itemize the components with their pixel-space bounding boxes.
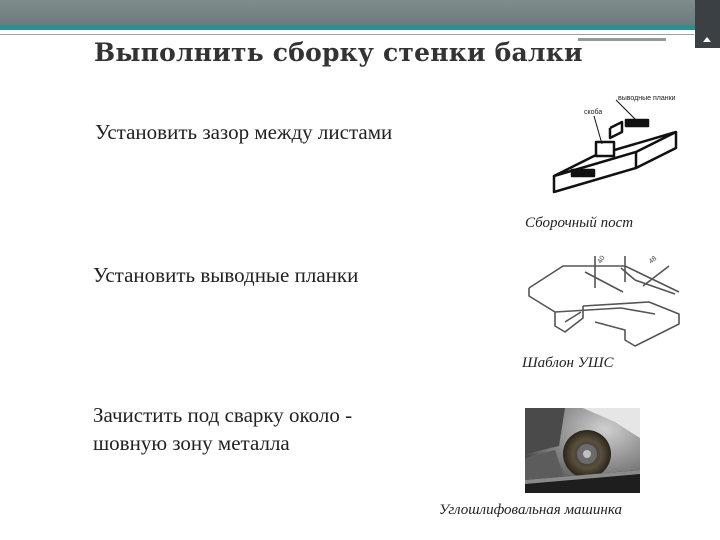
step-3-text-line-2: шовную зону металла bbox=[93, 431, 290, 455]
top-accent-stripe bbox=[0, 25, 720, 30]
header-rule-accent bbox=[578, 38, 666, 41]
header-rule bbox=[0, 34, 694, 35]
figure-2-dim-40: 40 bbox=[596, 254, 607, 265]
corner-triangle-icon bbox=[703, 37, 711, 42]
top-bar bbox=[0, 0, 720, 25]
figure-1-caption: Сборочный пост bbox=[525, 215, 634, 231]
angle-grinder-photo bbox=[525, 408, 640, 493]
figure-3-caption: Углошлифовальная машинка bbox=[439, 502, 622, 518]
step-3-text-line-1: Зачистить под сварку около - bbox=[93, 403, 353, 427]
step-2-text: Установить выводные планки bbox=[93, 263, 359, 287]
figure-2-dim-48: 48 bbox=[647, 255, 659, 266]
figure-2-caption: Шаблон УШС bbox=[522, 355, 614, 371]
step-1-text: Установить зазор между листами bbox=[95, 120, 393, 144]
slide-title: Выполнить сборку стенки балки bbox=[94, 38, 583, 67]
figure-1-label-runout-tabs: выводные планки bbox=[618, 95, 676, 102]
template-figure bbox=[525, 252, 685, 347]
assembly-station-figure bbox=[550, 92, 680, 202]
figure-1-label-clamp: скоба bbox=[584, 109, 603, 116]
